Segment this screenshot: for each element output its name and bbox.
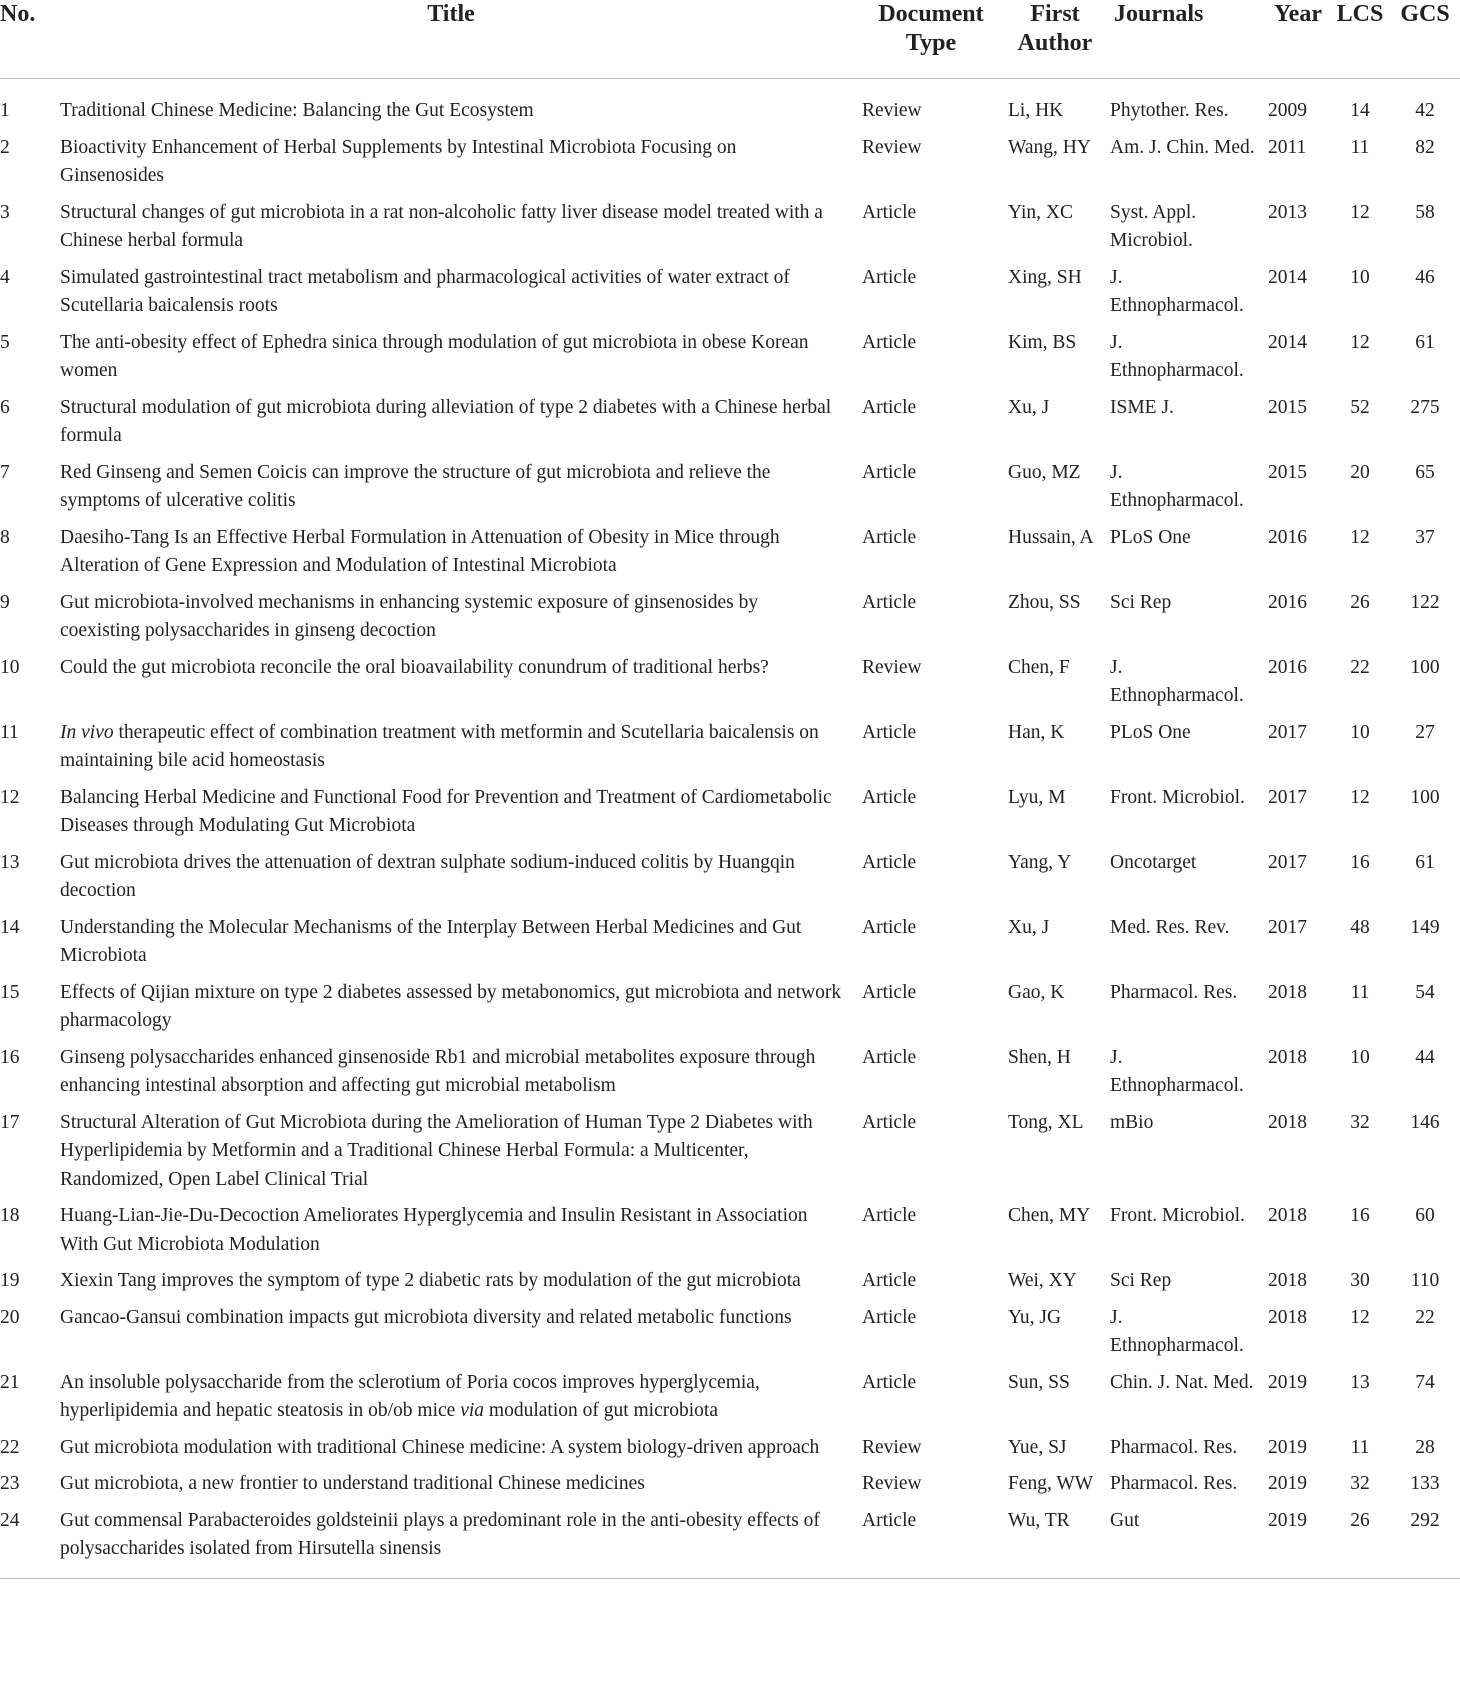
title-text: Gut microbiota drives the attenuation of dextran sulphate sodium-induced colitis by Huangqin decoction	[60, 851, 795, 901]
cell-first-author: Yin, XC	[1008, 201, 1074, 223]
cell-gcs: 100	[1410, 656, 1440, 678]
cell-gcs: 292	[1390, 1507, 1460, 1579]
cell-year: 2018	[1268, 1111, 1307, 1133]
title-text: Understanding the Molecular Mechanisms of the Interplay Between Herbal Medicines and Gut Microbiota	[60, 916, 802, 966]
table-row	[0, 1470, 1460, 1507]
cell-lcs: 10	[1350, 1046, 1370, 1068]
cell-journal: Sci Rep	[1110, 591, 1172, 613]
cell-document-type: Article	[862, 201, 917, 223]
cell-first-author: Zhou, SS	[1008, 591, 1081, 613]
title-text: Gut microbiota, a new frontier to understand traditional Chinese medicines	[60, 1473, 645, 1494]
table-row	[0, 524, 1460, 589]
cell-lcs: 22	[1350, 656, 1370, 678]
title-text: Xiexin Tang improves the symptom of type 2 diabetic rats by modulation of the gut microbiota	[60, 1270, 801, 1291]
cell-document-type: Article	[862, 1371, 917, 1393]
cell-document-type: Review	[862, 1473, 922, 1494]
cell-document-type: Article	[862, 1046, 917, 1068]
cell-gcs: 74	[1415, 1371, 1435, 1393]
cell-title	[54, 1369, 856, 1434]
cell-no: 19	[0, 1270, 20, 1291]
cell-journal: PLoS One	[1110, 526, 1191, 548]
table-row	[0, 849, 1460, 914]
cell-title	[54, 849, 856, 914]
cell-journal: Front. Microbiol.	[1110, 1205, 1245, 1226]
cell-lcs: 32	[1350, 1111, 1370, 1133]
cell-gcs: 44	[1415, 1046, 1435, 1068]
cell-title	[54, 394, 856, 459]
cell-journal: Sci Rep	[1110, 1270, 1172, 1291]
cell-lcs: 10	[1350, 266, 1370, 288]
cell-no: 5	[0, 331, 10, 353]
cell-no: 10	[0, 656, 20, 678]
cell-gcs: 27	[1415, 721, 1435, 743]
cell-lcs: 12	[1350, 331, 1370, 353]
cell-title	[54, 1507, 856, 1579]
cell-no: 22	[0, 1436, 20, 1458]
cell-no: 17	[0, 1111, 20, 1133]
table-row	[0, 719, 1460, 784]
cell-document-type: Article	[862, 461, 917, 483]
cell-journal: Chin. J. Nat. Med.	[1110, 1371, 1254, 1393]
cell-lcs: 11	[1350, 981, 1370, 1003]
cell-document-type: Article	[862, 916, 917, 938]
cell-year: 2019	[1268, 1371, 1307, 1393]
cell-lcs: 26	[1330, 1507, 1390, 1579]
cell-no: 9	[0, 591, 10, 613]
cell-title	[54, 1434, 856, 1471]
cell-journal: Pharmacol. Res.	[1110, 1473, 1238, 1494]
cell-document-type: Review	[862, 136, 922, 158]
cell-no: 3	[0, 201, 10, 223]
cell-title	[54, 1267, 856, 1304]
cell-first-author: Kim, BS	[1008, 331, 1077, 353]
table-row	[0, 979, 1460, 1044]
title-text: Gut microbiota modulation with traditional Chinese medicine: A system biology-driven approach	[60, 1436, 820, 1458]
table-row	[0, 589, 1460, 654]
cell-year: 2009	[1268, 100, 1307, 121]
cell-title	[54, 914, 856, 979]
cell-lcs: 11	[1350, 1436, 1370, 1458]
cell-gcs: 275	[1410, 396, 1440, 418]
table-row	[0, 394, 1460, 459]
title-text: Gut commensal Parabacteroides goldsteinii plays a predominant role in the anti-obesity effects of polysaccharides isolated from Hirsutella sinensis	[60, 1509, 820, 1559]
table-body	[0, 79, 1460, 1579]
cell-journal: Med. Res. Rev.	[1110, 916, 1230, 938]
table-row	[0, 1109, 1460, 1203]
cell-first-author: Hussain, A	[1008, 526, 1094, 548]
cell-gcs: 46	[1415, 266, 1435, 288]
cell-gcs: 100	[1410, 786, 1440, 808]
cell-gcs: 60	[1415, 1205, 1435, 1226]
table-row	[0, 654, 1460, 719]
cell-no: 4	[0, 266, 10, 288]
title-text: Gut microbiota-involved mechanisms in enhancing systemic exposure of ginsenosides by coexisting polysaccharides in ginseng decoction	[60, 591, 759, 641]
cell-journal: J. Ethnopharmacol.	[1110, 461, 1244, 511]
cell-year: 2017	[1268, 916, 1307, 938]
table-row	[0, 459, 1460, 524]
cell-no: 6	[0, 396, 10, 418]
cell-no: 21	[0, 1371, 20, 1393]
cell-year: 2018	[1268, 1046, 1307, 1068]
cell-lcs: 16	[1350, 1205, 1370, 1226]
cell-document-type: Article	[856, 1507, 1002, 1579]
cell-year: 2016	[1268, 656, 1307, 678]
cell-journal: ISME J.	[1110, 396, 1174, 418]
cell-journal: J. Ethnopharmacol.	[1110, 656, 1244, 706]
cell-journal: Pharmacol. Res.	[1110, 981, 1238, 1003]
cell-no: 2	[0, 136, 10, 158]
table-row	[0, 134, 1460, 199]
cell-gcs: 110	[1410, 1270, 1440, 1291]
cell-no: 7	[0, 461, 10, 483]
cell-journal: Phytother. Res.	[1110, 100, 1229, 121]
cell-journal: Am. J. Chin. Med.	[1110, 136, 1255, 158]
cell-title	[54, 1470, 856, 1507]
cell-lcs: 11	[1350, 136, 1370, 158]
cell-journal: mBio	[1110, 1111, 1154, 1133]
title-text: Structural changes of gut microbiota in a rat non-alcoholic fatty liver disease model treated with a Chinese herbal formula	[60, 201, 823, 251]
table-row	[0, 1507, 1460, 1579]
cell-first-author: Tong, XL	[1008, 1111, 1084, 1133]
cell-title	[54, 654, 856, 719]
cell-no: 1	[0, 100, 10, 121]
cell-title	[54, 719, 856, 784]
cell-gcs: 61	[1415, 851, 1435, 873]
table-row	[0, 1304, 1460, 1369]
header-document-type-line1: Document	[878, 1, 984, 27]
cell-first-author: Lyu, M	[1008, 786, 1066, 808]
title-text: Structural Alteration of Gut Microbiota during the Amelioration of Human Type 2 Diabetes with Hyperlipidemia by Metformin and a Traditional Chinese Herbal Formula: a Multicenter, Randomized, Open Label Clinical Trial	[60, 1111, 813, 1190]
cell-document-type: Article	[862, 1306, 917, 1328]
table-row	[0, 784, 1460, 849]
cell-no: 8	[0, 526, 10, 548]
cell-lcs: 30	[1350, 1270, 1370, 1291]
cell-journal: Oncotarget	[1110, 851, 1197, 873]
cell-year: 2013	[1268, 201, 1307, 223]
cell-document-type: Article	[862, 331, 917, 353]
cell-first-author: Gao, K	[1008, 981, 1065, 1003]
table-row	[0, 329, 1460, 394]
cell-gcs: 133	[1410, 1473, 1440, 1494]
cell-document-type: Article	[862, 526, 917, 548]
cell-first-author: Han, K	[1008, 721, 1065, 743]
cell-year: 2015	[1268, 396, 1307, 418]
header-gcs: GCS	[1390, 0, 1460, 79]
title-text-italic: In vivo	[60, 721, 114, 743]
header-journals: Journals	[1104, 0, 1264, 79]
cell-journal: J. Ethnopharmacol.	[1110, 1046, 1244, 1096]
cell-year: 2019	[1264, 1507, 1330, 1579]
title-text: Huang-Lian-Jie-Du-Decoction Ameliorates Hyperglycemia and Insulin Resistant in Association With Gut Microbiota Modulation	[60, 1205, 808, 1255]
cell-first-author: Wu, TR	[1002, 1507, 1104, 1579]
header-first-author	[1002, 0, 1104, 79]
cell-lcs: 12	[1350, 201, 1370, 223]
cell-year: 2015	[1268, 461, 1307, 483]
cell-title	[54, 134, 856, 199]
table-row	[0, 1267, 1460, 1304]
cell-year: 2017	[1268, 721, 1307, 743]
cell-document-type: Article	[862, 721, 917, 743]
table-row	[0, 1044, 1460, 1109]
cell-journal: Syst. Appl. Microbiol.	[1110, 201, 1197, 251]
cell-lcs: 12	[1350, 1306, 1370, 1328]
cell-title	[54, 524, 856, 589]
cell-journal: Pharmacol. Res.	[1110, 1436, 1238, 1458]
cell-gcs: 122	[1410, 591, 1440, 613]
cell-document-type: Article	[862, 851, 917, 873]
cell-first-author: Chen, MY	[1008, 1205, 1091, 1226]
cell-first-author: Xu, J	[1008, 916, 1050, 938]
header-no: No.	[0, 0, 54, 79]
cell-first-author: Feng, WW	[1008, 1473, 1094, 1494]
table-row	[0, 1434, 1460, 1471]
title-text: modulation of gut microbiota	[484, 1400, 718, 1421]
header-year: Year	[1264, 0, 1330, 79]
cell-first-author: Shen, H	[1008, 1046, 1071, 1068]
cell-no: 24	[0, 1507, 54, 1579]
cell-lcs: 32	[1350, 1473, 1370, 1494]
cell-first-author: Yu, JG	[1008, 1306, 1062, 1328]
cell-first-author: Yue, SJ	[1008, 1436, 1067, 1458]
cell-year: 2016	[1268, 526, 1307, 548]
title-text: Daesiho-Tang Is an Effective Herbal Formulation in Attenuation of Obesity in Mice through Alteration of Gene Expression and Modulation of Intestinal Microbiota	[60, 526, 780, 576]
header-first-author-line1: First	[1030, 1, 1080, 27]
cell-title	[54, 1109, 856, 1203]
cell-no: 16	[0, 1046, 20, 1068]
cell-title	[54, 329, 856, 394]
cell-first-author: Li, HK	[1008, 100, 1064, 121]
title-text: Could the gut microbiota reconcile the oral bioavailability conundrum of traditional herbs?	[60, 656, 769, 678]
cell-document-type: Article	[862, 396, 917, 418]
cell-journal: J. Ethnopharmacol.	[1110, 331, 1244, 381]
table-row	[0, 199, 1460, 264]
cell-year: 2014	[1268, 266, 1307, 288]
cell-document-type: Article	[862, 1205, 917, 1226]
cell-document-type: Review	[862, 656, 922, 678]
cell-first-author: Sun, SS	[1008, 1371, 1070, 1393]
cell-first-author: Guo, MZ	[1008, 461, 1081, 483]
cell-year: 2017	[1268, 851, 1307, 873]
header-lcs: LCS	[1330, 0, 1390, 79]
header-document-type	[856, 0, 1002, 79]
cell-title	[54, 199, 856, 264]
cell-lcs: 26	[1350, 591, 1370, 613]
title-text: Effects of Qijian mixture on type 2 diabetes assessed by metabonomics, gut microbiota and network pharmacology	[60, 981, 842, 1031]
title-text: Structural modulation of gut microbiota during alleviation of type 2 diabetes with a Chinese herbal formula	[60, 396, 832, 446]
cell-title	[54, 264, 856, 329]
cell-document-type: Article	[862, 266, 917, 288]
cell-year: 2011	[1268, 136, 1307, 158]
cell-lcs: 12	[1350, 526, 1370, 548]
cell-year: 2018	[1268, 1270, 1307, 1291]
cell-gcs: 65	[1415, 461, 1435, 483]
cell-title	[54, 1044, 856, 1109]
cell-journal: Front. Microbiol.	[1110, 786, 1245, 808]
cell-no: 15	[0, 981, 20, 1003]
cell-lcs: 14	[1350, 100, 1370, 121]
cell-year: 2018	[1268, 981, 1307, 1003]
cell-no: 18	[0, 1205, 20, 1226]
cell-document-type: Article	[862, 591, 917, 613]
cell-gcs: 61	[1415, 331, 1435, 353]
title-text: Gancao-Gansui combination impacts gut microbiota diversity and related metabolic functions	[60, 1306, 792, 1328]
cell-no: 20	[0, 1306, 20, 1328]
cell-no: 13	[0, 851, 20, 873]
cell-year: 2019	[1268, 1436, 1307, 1458]
title-text: Balancing Herbal Medicine and Functional Food for Prevention and Treatment of Cardiometabolic Diseases through Modulating Gut Microbiota	[60, 786, 832, 836]
cell-journal: Gut	[1104, 1507, 1264, 1579]
header-document-type-line2: Type	[905, 30, 957, 56]
cell-first-author: Xing, SH	[1008, 266, 1082, 288]
cell-document-type: Article	[862, 1111, 917, 1133]
title-text-pre: An insoluble polysaccharide from the sclerotium of Poria cocos improves hyperglycemia, hyperlipidemia and hepatic steatosis in ob/ob mice	[60, 1371, 760, 1421]
table-row	[0, 264, 1460, 329]
title-text: Simulated gastrointestinal tract metabolism and pharmacological activities of water extract of Scutellaria baicalensis roots	[60, 266, 790, 316]
cell-gcs: 82	[1415, 136, 1435, 158]
cell-year: 2019	[1268, 1473, 1307, 1494]
cell-first-author: Xu, J	[1008, 396, 1050, 418]
cell-title	[54, 459, 856, 524]
cell-first-author: Chen, F	[1008, 656, 1070, 678]
cell-document-type: Article	[862, 1270, 917, 1291]
cell-first-author: Wang, HY	[1008, 136, 1091, 158]
cell-journal: PLoS One	[1110, 721, 1191, 743]
title-text: Traditional Chinese Medicine: Balancing the Gut Ecosystem	[60, 100, 534, 121]
cell-year: 2016	[1268, 591, 1307, 613]
cell-year: 2014	[1268, 331, 1307, 353]
cell-gcs: 58	[1415, 201, 1435, 223]
cell-gcs: 146	[1410, 1111, 1440, 1133]
cell-title	[54, 1202, 856, 1267]
cell-first-author: Yang, Y	[1008, 851, 1072, 873]
cell-title	[54, 979, 856, 1044]
cell-first-author: Wei, XY	[1008, 1270, 1077, 1291]
cell-document-type: Review	[862, 100, 922, 121]
table-header-row	[0, 0, 1460, 79]
cell-gcs: 22	[1415, 1306, 1435, 1328]
cell-document-type: Article	[862, 786, 917, 808]
cell-no: 14	[0, 916, 20, 938]
cell-year: 2017	[1268, 786, 1307, 808]
table-row	[0, 1369, 1460, 1434]
cell-no: 11	[0, 721, 19, 743]
cell-title	[54, 1304, 856, 1369]
cell-title	[54, 79, 856, 134]
cell-gcs: 28	[1415, 1436, 1435, 1458]
cell-lcs: 20	[1350, 461, 1370, 483]
cell-document-type: Article	[862, 981, 917, 1003]
title-text: The anti-obesity effect of Ephedra sinica through modulation of gut microbiota in obese Korean women	[60, 331, 809, 381]
cell-journal: J. Ethnopharmacol.	[1110, 1306, 1244, 1356]
cell-lcs: 12	[1350, 786, 1370, 808]
cell-no: 23	[0, 1473, 20, 1494]
table-row	[0, 1202, 1460, 1267]
cell-lcs: 48	[1350, 916, 1370, 938]
title-text: Red Ginseng and Semen Coicis can improve the structure of gut microbiota and relieve the symptoms of ulcerative colitis	[60, 461, 771, 511]
header-first-author-line2: Author	[1017, 30, 1093, 56]
cell-title	[54, 589, 856, 654]
cell-lcs: 52	[1350, 396, 1370, 418]
cell-title	[54, 784, 856, 849]
cell-gcs: 42	[1415, 100, 1435, 121]
title-text-italic: via	[460, 1400, 485, 1421]
cell-document-type: Review	[862, 1436, 922, 1458]
table-row	[0, 914, 1460, 979]
title-text: therapeutic effect of combination treatment with metformin and Scutellaria baicalensis on maintaining bile acid homeostasis	[60, 721, 819, 771]
cell-gcs: 54	[1415, 981, 1435, 1003]
title-text: Bioactivity Enhancement of Herbal Supplements by Intestinal Microbiota Focusing on Ginsenosides	[60, 136, 737, 186]
cell-year: 2018	[1268, 1205, 1307, 1226]
cell-year: 2018	[1268, 1306, 1307, 1328]
cell-lcs: 13	[1350, 1371, 1370, 1393]
cell-gcs: 149	[1410, 916, 1440, 938]
header-title: Title	[54, 0, 856, 79]
cell-gcs: 37	[1415, 526, 1435, 548]
cell-journal: J. Ethnopharmacol.	[1110, 266, 1244, 316]
title-text: Ginseng polysaccharides enhanced ginsenoside Rb1 and microbial metabolites exposure through enhancing intestinal absorption and affecting gut microbial metabolism	[60, 1046, 816, 1096]
cell-no: 12	[0, 786, 20, 808]
cell-lcs: 16	[1350, 851, 1370, 873]
cell-lcs: 10	[1350, 721, 1370, 743]
table-row	[0, 79, 1460, 134]
